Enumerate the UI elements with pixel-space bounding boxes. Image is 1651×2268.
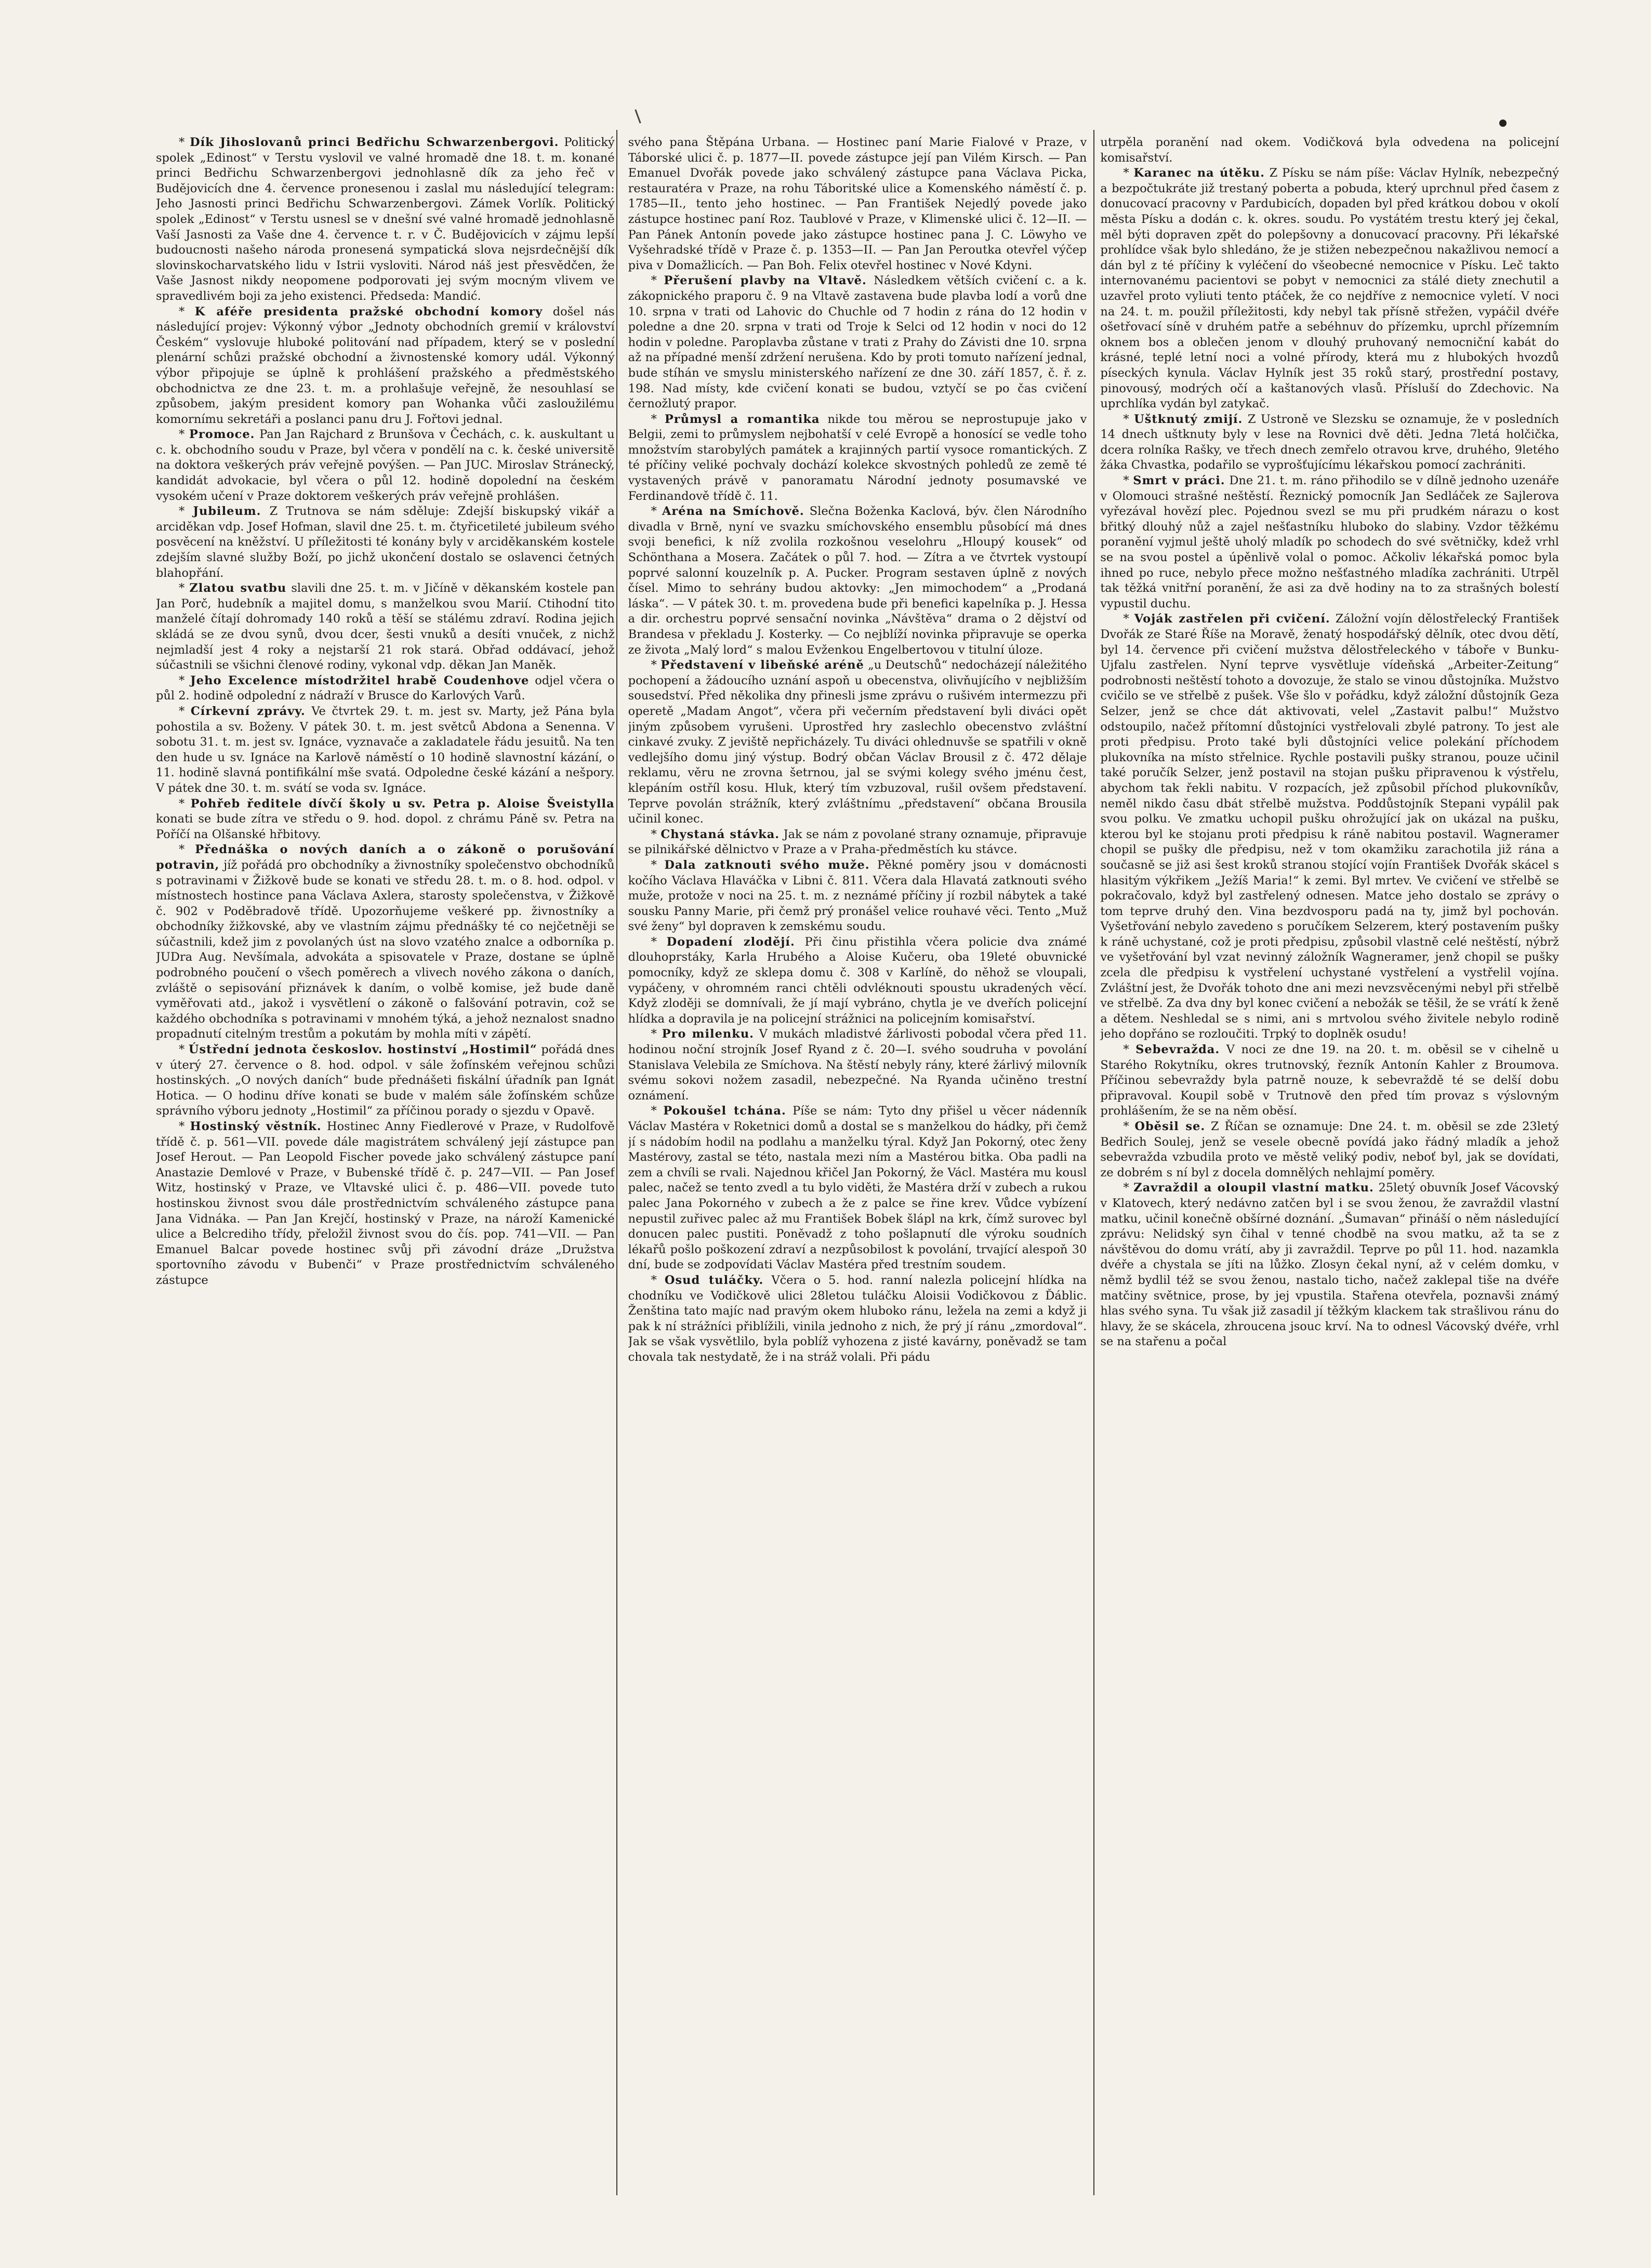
news-item [628, 504, 1087, 658]
item-star: * [179, 505, 193, 519]
news-item-heading: K aféře presidenta pražské obchodní komory [194, 304, 543, 319]
news-item-text: došel nás následující projev: Výkonný výbor „Jednoty obchodních gremií v království Českém“ vyslovuje hluboké politování nad případem, který se v poslední plenární schůzi pražské obchodní a živnostenské komory udál. Výkonný výbor připojuje se úplně k prohlášení pražského a předměstského obchodnictva ze dne 23. t. m. a prohlašuje veřejně, že nesouhlasí se způsobem, jakým president komory pan Wohanka vůči zasloužilému komornímu sekretáři a poslanci panu dru J. Fořtovi jednal. [156, 304, 615, 426]
news-item-text: odjel včera o půl 2. hodině odpolední z nádraží v Brusce do Karlových Varů. [156, 673, 615, 703]
news-item-heading: Jubileum. [193, 505, 261, 519]
news-item-text: jíž pořádá pro obchodníky a živnostníky společenstvo obchodníků s potravinami v Žižkově bude se konati ve středu 28. t. m. o 8. hod. odpol. v místnostech hostince pana Václava Axlera, starosty společenstva, v Žižkově č. 902 v Poděbradově třídě. Upozorňujeme veškeré pp. živnostníky a obchodníky žižkovské, aby ve vlastním zájmu přednášky té co nejčetněji se súčastnili, kdež jim z povolaných úst na slovo vzatého znalce a odborníka p. JUDra Aug. Nevšímala, advokáta a spisovatele v Praze, dostane se úplně podrobného poučení o všech poměrech a vlivech nového zákona o daních, zvláště o sepisování přiznávek k daním, o volbě komise, jež bude daně vyměřovati atd., jakož i vysvětlení o zákoně o falšování potravin, což se každého obchodníka s potravinami v mnohém týká, a jehož neznalost snadno propadnutí citelným trestům a pokutám by mohla míti v zápětí. [156, 858, 615, 1041]
news-item [156, 704, 615, 797]
news-item-text: Z Ustroně ve Slezsku se oznamuje, že v posledních 14 dnech uštknuty byly v lese na Rovnici dvě děti. Jedna 7letá holčička, dcera rolníka Rašky, ve třech dnech zemřelo otravou krve, druhého, 9letého žáka Chvastka, podařilo se vyprošťujícímu lékařskou pomocí zachrániti. [1100, 412, 1560, 472]
news-item [628, 935, 1087, 1027]
item-star: * [651, 1027, 662, 1041]
news-item-text: Následkem větších cvičení c. a k. zákopnického praporu č. 9 na Vltavě zastavena bude plavba lodí a vorů dne 10. srpna v trati od Lahovic do Chuchle od 7 hodin z rána do 12 hodin v poledne a dne 20. srpna v trati od Troje k Selci od 12 hodin v noci do 12 hodin v poledne. Paroplavba zůstane v trati z Prahy do Závisti dne 10. srpna až na případné menší zdržení nerušena. Kdo by proti tomuto nařízení jednal, bude stíhán ve smyslu ministerského nařízení ze dne 30. září 1857, č. ř. z. 198. Nad místy, kde cvičení konati se budou, vztyčí se po čas cvičení černožlutý prapor. [628, 274, 1087, 411]
item-star: * [651, 505, 662, 519]
column-right [1100, 135, 1559, 2193]
news-item [628, 1027, 1087, 1104]
news-item-text: 25letý obuvník Josef Vácovský v Klatovech, který nedávno zatčen byl i se svou ženou, že zavraždil vlastní matku, učinil konečně obšírné doznání. „Šumavan“ přináší o něm následující zprávu: Nelidský syn čihal v tenné chodbě na svou matku, až ta se z návštěvou do domu vrátí, aby ji zavraždil. Teprve po půl 11. hod. nazamkla dvéře a chystala se jíti na lůžko. Zlosyn čekal nyní, až v celém domku, v němž bydlil též se svou ženou, nastalo ticho, načež zaklepal tiše na dvéře matčiny světnice, prose, by jej vpustila. Stařena otevřela, poznavši známý hlas svého syna. Tu však již zasadil jí těžkým klackem tak strašlivou ránu do hlavy, že se skácela, zhroucena jsouc krví. Na to odnesl Vácovský dvéře, vrhl se na stařenu a počal [1100, 1181, 1560, 1349]
item-star: * [651, 658, 661, 672]
news-item-heading: Smrt v práci. [1133, 474, 1225, 488]
ink-mark [635, 109, 641, 123]
news-item-text: Jak se nám z povolané strany oznamuje, připravuje se pilnikářské dělnictvo v Praze a v Praha-předměstích ku stávce. [628, 827, 1087, 857]
news-item-heading: Dala zatknouti svého muže. [664, 858, 870, 872]
news-item [1100, 1042, 1559, 1119]
news-item [1100, 612, 1559, 1042]
news-item [628, 1273, 1087, 1365]
news-item-heading: Průmysl a romantika [664, 412, 820, 426]
item-star: * [179, 428, 190, 442]
column-middle [628, 135, 1087, 2193]
news-item [156, 1119, 615, 1289]
news-item-text: svého pana Štěpána Urbana. — Hostinec paní Marie Fialové v Praze, v Táborské ulici č. p. 1877—II. povede zástupce její pan Vilém Kirsch. — Pan Emanuel Dvořák povede jako schválený zástupce pana Václava Picka, restauratéra v Praze, na rohu Táboritské ulice a Komenského náměstí č. p. 1785—II., tento jeho hostinec. — Pan František Nejedlý povede jako zástupce hostinec paní Roz. Taublové v Praze, v Klimenské ulici č. 12—II. — Pan Pánek Antonín povede jako zástupce hostinec pana J. C. Löwyho ve Vyšehradské třídě v Praze č. p. 1353—II. — Pan Jan Peroutka otevřel výčep piva v Domažlicích. — Pan Boh. Felix otevřel hostinec v Nové Kdyni. [628, 136, 1087, 272]
news-item [156, 135, 615, 304]
news-item [1100, 1119, 1559, 1181]
news-item-text: Z Říčan se oznamuje: Dne 24. t. m. oběsil se zde 23letý Bedřich Soulej, jenž se vesele obecně povídá jako řádný mladík a jehož sebevražda vzbudila proto ve městě veliký podiv, neboť byl, jak se dovídati, ze dobrém s ní byl z docela domnělých nehlajmí poměry. [1100, 1120, 1560, 1179]
news-item-heading: Aréna na Smíchově. [662, 505, 804, 519]
news-item-text: Včera o 5. hod. ranní nalezla policejní hlídka na chodníku ve Vodičkově ulici 28letou tuláčku Aloisii Vodičkovou z Ďáblic. Ženština tato majíc nad pravým okem hluboko ránu, ležela na zemi a když ji pak k ní strážníci přiblížili, vinila jednoho z nich, že prý jí ránu „zmordoval“. Jak se však vysvětlilo, byla poblíž vyhozena z jisté kavárny, poněvadž se tam chovala tak nestydatě, že i na stráž volali. Při pádu [628, 1273, 1087, 1364]
news-item-text: Záložní vojín dělostřelecký František Dvořák ze Staré Říše na Moravě, ženatý hospodářský dělník, otec dvou dětí, byl 14. července při cvičení mužstva dělostřeleckého v táboře v Bunku-Ujfalu zastřelen. Nyní teprve vysvětluje vídeňská „Arbeiter-Zeitung“ podrobnosti neštěstí tohoto a dovozuje, že stalo se vinou důstojníka. Mužstvo cvičilo se ve střelbě z pušek. Vše šlo v pořádku, když záložní důstojník Geza Selzer, jenž se chce dát aktivovati, velel „Zastavit palbu!“ Mužstvo odstoupilo, načež přítomní důstojníci vystřelovali zbylé patrony. To jest ale proti předpisu. Proto také byli důstojníci velice polekání příchodem plukovníka na místo střelnice. Rychle postavili pušky stranou, pouze učinil také poručík Selzer, jenž postavil na stojan pušku připravenou k výstřelu, abychom tak řekli nabitu. V rozpacích, jež způsobil příchod plukovníkův, neměl nikdo času dbát střelbě mužstva. Poddůstojník Stepani vypálil pak svou polku. Ve zmatku uchopil pušku ohrožující jak on ukázal na pušku, kterou byl ke stojanu proti předpisu k ráně nabitou postavil. Wagneramer chopil se pušky dle předpisu, než v tom okamžiku zarachotila již rána a současně se již asi šest kroků stranou stojící vojín František Dvořák skácel s hlasitým výkřikem „Ježíš Maria!“ k zemi. Byl mrtev. Ve cvičení ve střelbě se pokračovalo, když byl zastřelený odnesen. Matce jeho dostalo se zprávy o tom teprve druhý den. Vina bezdvosporu padá na ty, jimž byl pochován. Vyšetřování nebylo zavedeno s poručíkem Selzerem, který postavením pušky k ráně uchystané, což je proti předpisu, způsobil vlastně celé neštěstí, nýbrž ve vyšetřování byl vzat nevinný záložník Wagneramer, jenž chopil se pušky zcela dle předpisu k vystřelení uchystané vystřelení a vystřelil vojína. Zvláštní jest, že Dvořák tohoto dne ani mezi nevzsvěcenými nebyl při střelbě ve střelbě. Za dva dny byl konec cvičení a nebožák se těšil, že se vrátí k ženě a dětem. Neshledal se s nimi, ani s mrtvolou svého živitele nebylo rodině jeho dopřáno se rozloučiti. Trpký to doplněk osudu! [1100, 612, 1560, 1041]
news-item-text: Ve čtvrtek 29. t. m. jest sv. Marty, jež Pána byla pohostila a sv. Boženy. V pátek 30. t. m. jest světců Abdona a Senenna. V sobotu 31. t. m. jest sv. Ignáce, vyznavače a zakladatele řádu jesuitů. Na ten den hude u sv. Ignáce na Karlově náměstí o 10 hodině slavnostní kázání, o 11. hodině slavná pontifikální mše svatá. Odpoledne české kázání a nešpory. V pátek dne 30. t. m. svátí se voda sv. Ignáce. [156, 704, 615, 795]
news-item-heading: Uštknutý zmijí. [1134, 412, 1243, 426]
news-item [628, 1104, 1087, 1273]
news-item-heading: Pohřeb ředitele dívčí školy u sv. Petra p. Aloise Šveistylla [190, 797, 615, 811]
news-item-text: slavili dne 25. t. m. v Jičíně v děkanském kostele pan Jan Porč, hudebník a majitel domu, s manželkou svou Marií. Ctihodní tito manželé čítají dohromady 140 roků a těší se stálému zdraví. Rodina jejich skládá se ze dvou synů, dvou dcer, šesti vnuků a desíti vnuček, z nichž nejmladší jest 4 roky a nejstarší 21 rok stará. Obřad oddávací, jehož súčastnili se všichni členové rodiny, vykonal vdp. děkan Jan Maněk. [156, 581, 615, 672]
news-item-text: Píše se nám: Tyto dny přišel u věcer nádenník Václav Mastéra v Roketnici domů a dostal se s manželkou do hádky, při čemž jí s nádobím hodil na podlahu a manželku týral. Když Jan Pokorný, otec ženy Mastérovy, zastal se této, nastala mezi ním a Mastérou bitka. Oba padli na zem a chvíli se rvali. Najednou křičel Jan Pokorný, že Václ. Mastéra mu kousl palec, načež se tento zvedl a tu bylo viděti, že Mastéra drží v zubech a rukou palec Jana Pokorného v zubech a že z palce se řine krev. Vůdce vybízení nepustil zuřivec palec až mu František Bobek šlápl na krk, čímž surovec byl donucen palec pustiti. Poněvadž z toho pošlapnutí dle výroku soudních lékařů pošlo poškození zdraví a nezpůsobilost k povolání, trvající alespoň 30 dní, bude se zodpovídati Václav Mastéra před trestním soudem. [628, 1104, 1087, 1272]
news-item [628, 412, 1087, 505]
news-item [156, 842, 615, 1042]
news-item-heading: Přerušení plavby na Vltavě. [664, 274, 867, 288]
news-item [156, 427, 615, 504]
item-star: * [651, 827, 661, 841]
news-item [1100, 1181, 1559, 1350]
news-item [628, 273, 1087, 412]
news-item [1100, 473, 1559, 612]
news-item-text: nikde tou měrou se neprostupuje jako v Belgii, zemi to průmyslem nejbohatší v celé Evropě a honosící se vedle toho množstvím starobylých památek a krajinných partií vysoce romantických. Z té příčiny veliké pochvaly dochází kolekce skvostných pohledů ze země té vystavených právě v panoramatu Národní jednoty posumavské ve Ferdinandově třídě č. 11. [628, 412, 1087, 503]
news-item-heading: Přednáška o nových daních a o zákoně o porušování potravin, [156, 843, 615, 872]
news-item-heading: Hostinský věstník. [190, 1120, 322, 1133]
news-item-heading: Osud tuláčky. [664, 1273, 764, 1287]
item-star: * [1123, 474, 1133, 488]
news-item-heading: Zavraždil a oloupil vlastní matku. [1133, 1181, 1374, 1195]
news-item-heading: Pokoušel tchána. [663, 1104, 786, 1118]
news-item-text: V noci ze dne 19. na 20. t. m. oběsil se v cihelně u Starého Rokytníku, okres trutnovský, řezník Antonín Kahler z Broumova. Příčinou sebevraždy byla patrně nouze, k sebevraždě té se delší dobu připravoval. Koupil sobě v Trutnově den před tím provaz s výslovným prohlášením, že se na něm oběsí. [1100, 1043, 1560, 1118]
news-item [628, 827, 1087, 858]
news-item-text: Politický spolek „Edinost“ v Terstu vyslovil ve valné hromadě dne 18. t. m. konané princi Bedřichu Schwarzenbergovi jednohlasně dík za jeho řeč v Budějovicích dne 4. července pronesenou i zaslal mu následující telegram: Jeho Jasnosti princi Bedřichu Schwarzenbergovi. Zámek Vorlík. Politický spolek „Edinost“ v Terstu usnesl se v dnešní své valné hromadě jednohlasně Vaší Jasnosti za Vaše dne 4. července t. r. v Č. Budějovicích v zájmu lepší budoucnosti našeho národa pronesená sympatická slova nejsrdečnější dík slovinskocharvatského lidu v Istrii vysloviti. Národ náš jest přesvědčen, že Vaše Jasnost nikdy neopomene podporovati jej svým mocným vlivem ve spravedlivém boji za jeho existenci. Předseda: Mandić. [156, 136, 615, 303]
item-star: * [179, 1043, 189, 1057]
item-star: * [1123, 1043, 1136, 1057]
news-item-text: Z Trutnova se nám sděluje: Zdejší biskupský vikář a arciděkan vdp. Josef Hofman, slavil dne 25. t. m. čtyřicetileté jubileum svého posvěcení na kněžství. U příležitosti té konány byly v arciděkanském kostele zdejším slavné služby Boží, po jichž ukončení dostalo se oslavenci četných blahopřání. [156, 505, 615, 580]
news-item-text: Dne 21. t. m. ráno přihodilo se v dílně jednoho uzenáře v Olomouci strašné neštěstí. Řeznický pomocník Jan Sedláček ze Sajlerova vyřezával hovězí plec. Pojednou svezl se mu při prudkém nárazu o kost břitký dlouhý nůž a zajel nešťastníku hluboko do slabiny. Vzdor těžkému poranění vyjmul ještě uholý mladík po schodech do své světničky, kdež vrhl se na svou postel a úpěnlivě volal o pomoc. Ačkoliv lékařská pomoc byla ihned po ruce, nebylo přece možno nešťastného mladíka zachrániti. Utrpěl tak těžká vnitřní poranění, že asi za dvě hodiny na to za strašných bolestí vypustil duchu. [1100, 474, 1560, 611]
news-item-text: Pan Jan Rajchard z Brunšova v Čechách, c. k. auskultant u c. k. obchodního soudu v Praze, byl včera v pondělí na c. k. české universitě na doktora veškerých práv veřejně povýšen. — Pan JUC. Miroslav Stránecký, kandidát advokacie, byl včera o půl 12. hodině dopolední na českém vysokém učení v Praze doktorem veškerých práv veřejně prohlášen. [156, 428, 615, 503]
news-item-heading: Zlatou svatbu [189, 581, 287, 595]
item-star: * [1123, 612, 1134, 626]
item-star: * [651, 1273, 665, 1287]
news-item-heading: Pro milenku. [662, 1027, 755, 1041]
item-star: * [1123, 166, 1134, 180]
news-item [156, 304, 615, 428]
news-item-heading: Oběsil se. [1134, 1120, 1206, 1133]
news-item-heading: Karanec na útěku. [1133, 166, 1265, 180]
item-star: * [1123, 1120, 1135, 1133]
news-item-heading: Dík Jihoslovanů princi Bedřichu Schwarzenbergovi. [190, 136, 559, 149]
news-item-text: Hostinec Anny Fiedlerové v Praze, v Rudolfově třídě č. p. 561—VII. povede dále magistrátem schválený její zástupce pan Josef Herout. — Pan Leopold Fischer povede jako schválený zástupce paní Anastazie Demlové v Praze, v Bubenské třídě č. p. 247—VII. — Pan Josef Witz, hostinský v Praze, ve Vltavské ulici č. p. 486—VII. povede tuto hostinskou živnost svou dále prostřednictvím schváleného zástupce pana Jana Vidnáka. — Pan Jan Krejčí, hostinský v Praze, na nároží Kamenické ulice a Belcrediho třídy, přeložil živnost svou do čís. pop. 741—VII. — Pan Emanuel Balcar povede hostinec svůj při závodní dráze „Družstva sportovního závodu v Bubenči“ v Praze prostřednictvím schváleného zástupce [156, 1120, 615, 1287]
news-item-text: Slečna Boženka Kaclová, býv. člen Národního divadla v Brně, nyní ve svazku smíchovského ensemblu působící má dnes svoji benefici, k níž zvolila rozkošnou veselohru „Hloupý kousek“ od Schönthana a Mosera. Začátek o půl 7. hod. — Zítra a ve čtvrtek vystoupí poprvé salonní kouzelník p. A. Pucker. Program sestaven úplně z nových čísel. Mimo to sehrány budou aktovky: „Jen mimochodem“ a „Prodaná láska“. — V pátek 30. t. m. provedena bude při benefici kapelníka p. J. Hessa a dir. orchestru poprvé sensační novinka „Návštěva“ drama o 2 dějství od Brandesa v překladu J. Kosterky. — Co nejblíží novinka připravuje se operka ze života „Malý lord“ s malou Evženkou Engelbertovou v titulní úloze. [628, 505, 1087, 657]
news-item-text: utrpěla poranění nad okem. Vodičková byla odvedena na policejní komisařství. [1100, 136, 1560, 165]
item-star: * [651, 935, 667, 949]
item-star: * [179, 797, 191, 811]
item-star: * [179, 136, 190, 149]
item-star: * [179, 1120, 190, 1133]
news-item-text: Při činu přistihla včera policie dva známé dlouhoprstáky, Karla Hrubého a Aloise Kučeru, oba 19leté obuvnické pomocníky, když ze sklepa domu č. 308 v Karlíně, do něhož se vloupali, vypáčeny, v ohromném ranci chtěli odvléknouti spoustu ukradených věcí. Když zloději se domnívali, že jí mají vybráno, chytla je ve dveřích policejní hlídka a dopravila je na policejní strážnici na policejním komisařství. [628, 935, 1087, 1026]
news-item-heading: Představení v libeňské aréně [661, 658, 864, 672]
page-bullet-mark [1499, 120, 1507, 127]
news-item-text: Z Písku se nám píše: Václav Hylník, nebezpečný a bezpočtukráte již trestaný poberta a pobuda, který uprchnul před časem z donucovací pracovny v Pardubicích, dopaden byl před krátkou dobou v okolí města Písku a dodán c. k. okres. soudu. Po vystátém trestu který jej čekal, měl býti dopraven zpět do polepšovny a donucovací pracovny. Při lékařské prohlídce však bylo shledáno, že je stižen nebezpečnou nakažlivou nemocí a dán byl z té příčiny k vyléčení do všeobecné nemocnice v Písku. Leč takto internovanému pacientovi se pobyt v nemocnici za stálé diety znechutil a uzavřel proto vyliuti tento ptáček, že co nejdříve z nemocnice vyletí. V noci na 24. t. m. použil příležitosti, kdy nebyl tak přísně střežen, vypáčil dvéře ošetřovací síně v druhém patře a sebéhnuv do přízemku, uprchl přízemním oknem bos a oblečen jenom v dlouhý pruhovaný nemocniční kabát do krásné, teplé letní noci a volné přírody, která mu z hlubokých hvozdů píseckých kynula. Václav Hylník jest 35 roků starý, prostřední postavy, pinovousý, modrých očí a kaštanových vlasů. Přísluší do Zdechovic. Na uprchlíka vydán byl zatykač. [1100, 166, 1560, 411]
news-item [1100, 135, 1559, 166]
item-star: * [651, 412, 665, 426]
item-star: * [179, 704, 191, 718]
news-item-text: Pěkné poměry jsou v domácnosti kočího Václava Hlaváčka v Libni č. 811. Včera dala Hlavatá zatknouti svého muže, protože v noci na 25. t. m. z neznámé příčiny jí rozbil nábytek a také sousku Panny Marie, při čemž prý pronášel velice rouhavé věci. Tento „Muž své ženy“ byl dopraven k zemskému soudu. [628, 858, 1087, 934]
news-item-heading: Jeho Excelence místodržitel hrabě Coudenhove [190, 673, 530, 687]
item-star: * [179, 304, 195, 319]
news-item-text: „u Deutschů“ nedocházejí náležitého pochopení a žádoucího uznání aspoň u obecenstva, olivňujícího v nejbližším sousedství. Před několika dny přinesli jsme zprávu o rušivém intermezzu při operetě „Madam Angot“, včera při večerním představení byli diváci opět jiným způsobem vyrušeni. Uprostřed hry zaslechlo obecenstvo zvláštní cinkavé zvuky. Z jeviště nepřicházely. Tu diváci ohlednuvše se spatřili v okně vedlejšího domu jiný výstup. Bodrý občan Václav Brousil z č. 472 dělaje reklamu, věru ne zrovna šetrnou, jal se svými kolegy svého jménu čest, klepáním ostříl kosu. Hluk, který tím vzbuzoval, rušil ovšem představení. Teprve povolán strážník, který zvláštnímu „představení“ občana Brousila učinil konec. [628, 658, 1087, 826]
news-item [628, 858, 1087, 935]
news-item-heading: Chystaná stávka. [661, 827, 780, 841]
news-item-text: V mukách mladistvé žárlivosti pobodal včera před 11. hodinou noční strojník Josef Ryand z č. 20—I. svého soudruha v povolání Stanislava Velebila ze Smíchova. Na štěstí nebyly rány, které žárlivý milovník svému sokovi nožem zasadil, nebezpečné. Na Ryanda učiněno trestní oznámení. [628, 1027, 1087, 1103]
news-item-heading: Sebevražda. [1135, 1043, 1220, 1057]
item-star: * [651, 1104, 664, 1118]
news-item-heading: Voják zastřelen při cvičení. [1134, 612, 1330, 626]
news-item [1100, 412, 1559, 473]
item-star: * [651, 274, 664, 288]
news-item [156, 1042, 615, 1119]
news-item [1100, 166, 1559, 412]
news-item-text: konati se bude zítra ve středu o 9. hod. dopol. z chrámu Páně sv. Petra na Poříčí na Olšanské hřbitovy. [156, 812, 615, 841]
news-item-heading: Ústřední jednota českoslov. hostinství „Hostimil“ [188, 1043, 537, 1057]
news-item-heading: Dopadení zlodějí. [666, 935, 795, 949]
item-star: * [179, 673, 191, 687]
news-item [628, 658, 1087, 827]
news-item [156, 504, 615, 581]
item-star: * [651, 858, 665, 872]
column-left [156, 135, 615, 2193]
news-item-heading: Promoce. [189, 428, 255, 442]
item-star: * [1123, 412, 1134, 426]
news-item [156, 673, 615, 704]
news-item [156, 797, 615, 843]
newspaper-page [156, 135, 1559, 2193]
news-item-text: pořádá dnes v úterý 27. července o 8. hod. odpol. v sále žofínském veřejnou schůzi hostinských. „O nových daních“ bude přednášeti fiskální úřadník pan Ignát Hotica. — O hodinu dříve konati se bude v malém sále žofínském schůze správního výboru jednoty „Hostimil“ za příčinou porady o sjezdu v Opavě. [156, 1043, 615, 1118]
news-item [156, 581, 615, 673]
item-star: * [179, 843, 195, 857]
news-item-heading: Církevní zprávy. [190, 704, 306, 718]
item-star: * [179, 581, 190, 595]
news-item [628, 135, 1087, 273]
item-star: * [1123, 1181, 1134, 1195]
